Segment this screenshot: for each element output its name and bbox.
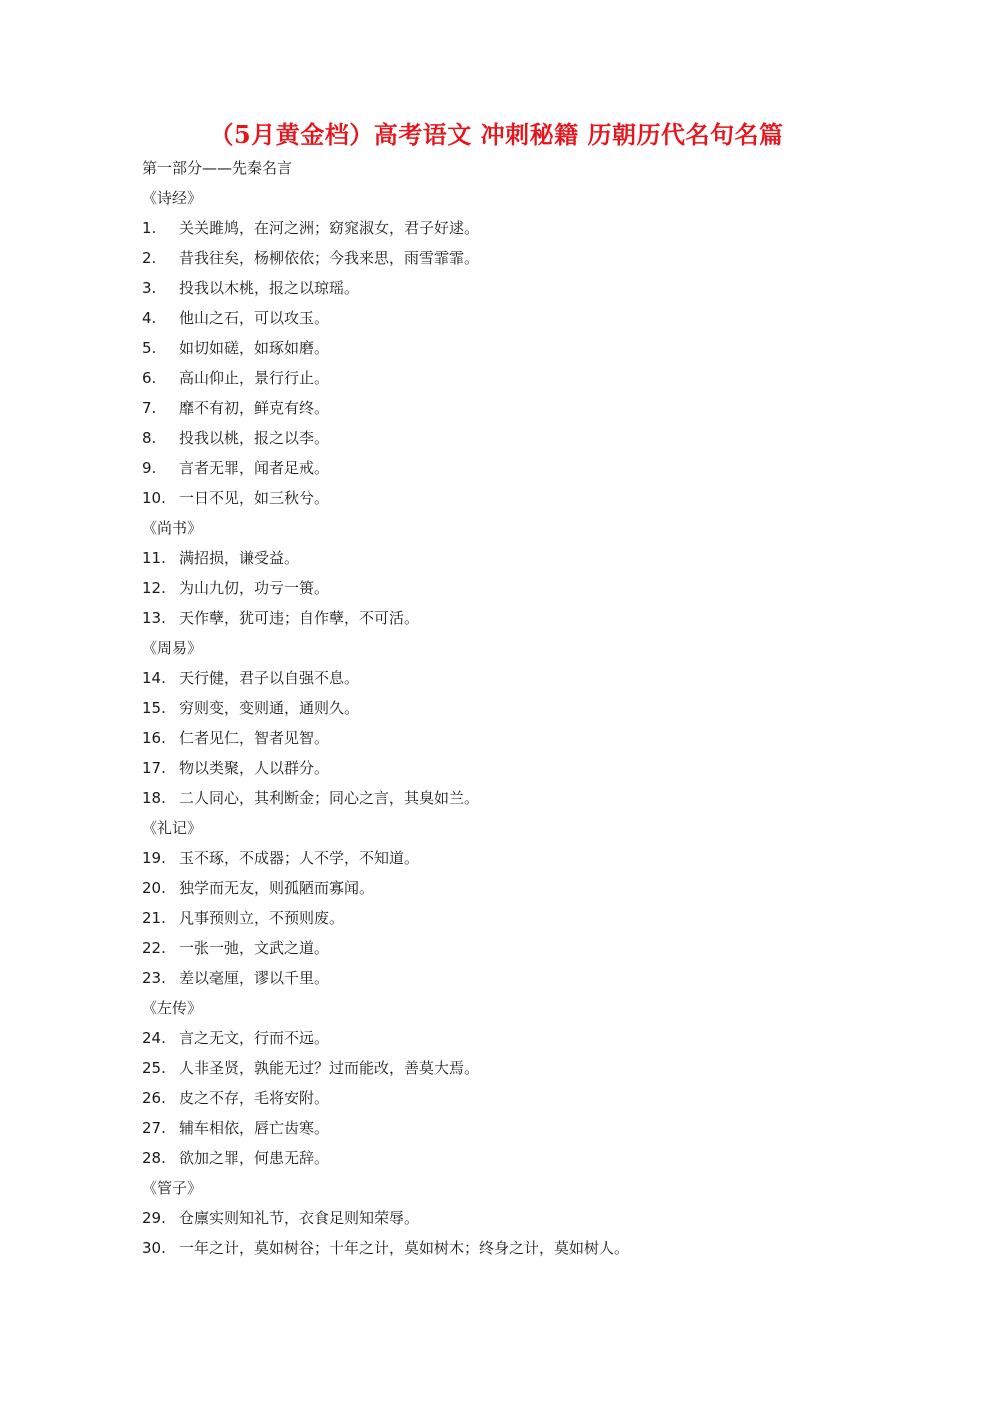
quote-item — [140, 1203, 940, 1233]
quote-text: 玉不琢，不成器；人不学，不知道。 — [179, 849, 420, 867]
quote-text: 一张一弛，文武之道。 — [179, 939, 330, 957]
quote-number: 3. — [142, 279, 157, 297]
quote-number: 18. — [142, 789, 166, 807]
section-heading: 第一部分——先秦名言 — [142, 159, 293, 177]
quote-number: 14. — [142, 669, 166, 687]
quote-number: 27. — [142, 1119, 166, 1137]
quote-item — [140, 1053, 940, 1083]
quote-number: 12. — [142, 579, 166, 597]
quote-text: 投我以木桃，报之以琼瑶。 — [179, 279, 360, 297]
book-heading: 《尚书》 — [142, 519, 203, 537]
quote-groups — [140, 183, 940, 1263]
quote-text: 靡不有初，鲜克有终。 — [179, 399, 330, 417]
quote-item — [140, 1143, 940, 1173]
quote-item — [140, 213, 940, 243]
book-heading: 《诗经》 — [142, 189, 203, 207]
quote-item — [140, 423, 940, 453]
quote-text: 天行健，君子以自强不息。 — [179, 669, 360, 687]
quote-number: 22. — [142, 939, 166, 957]
quote-text: 言之无文，行而不远。 — [179, 1029, 330, 1047]
quote-number: 19. — [142, 849, 166, 867]
quote-item — [140, 243, 940, 273]
book-heading: 《管子》 — [142, 1179, 203, 1197]
quote-item — [140, 1113, 940, 1143]
quote-item — [140, 393, 940, 423]
quote-number: 8. — [142, 429, 157, 447]
quote-number: 10. — [142, 489, 166, 507]
quote-item — [140, 723, 940, 753]
quote-number: 9. — [142, 459, 157, 477]
quote-number: 4. — [142, 309, 157, 327]
quote-text: 仁者见仁，智者见智。 — [179, 729, 330, 747]
quote-item — [140, 333, 940, 363]
quote-text: 穷则变，变则通，通则久。 — [179, 699, 360, 717]
quote-item — [140, 543, 940, 573]
quote-item — [140, 783, 940, 813]
quote-item — [140, 843, 940, 873]
quote-number: 7. — [142, 399, 157, 417]
quote-item — [140, 663, 940, 693]
document-title: （5月黄金档）高考语文 冲刺秘籍 历朝历代名句名篇 — [209, 120, 784, 149]
quote-number: 6. — [142, 369, 157, 387]
quote-text: 一日不见，如三秋兮。 — [179, 489, 330, 507]
document-body — [140, 153, 940, 1263]
quote-item — [140, 363, 940, 393]
quote-number: 20. — [142, 879, 166, 897]
quote-text: 天作孽，犹可违；自作孽，不可活。 — [179, 609, 420, 627]
quote-text: 满招损，谦受益。 — [179, 549, 300, 567]
quote-number: 17. — [142, 759, 166, 777]
quote-number: 11. — [142, 549, 166, 567]
book-heading: 《左传》 — [142, 999, 203, 1017]
quote-item — [140, 1083, 940, 1113]
quote-text: 凡事预则立，不预则废。 — [179, 909, 345, 927]
quote-text: 为山九仞，功亏一篑。 — [179, 579, 330, 597]
quote-text: 独学而无友，则孤陋而寡闻。 — [179, 879, 375, 897]
quote-item — [140, 933, 940, 963]
quote-text: 他山之石，可以攻玉。 — [179, 309, 330, 327]
quote-text: 高山仰止，景行行止。 — [179, 369, 330, 387]
quote-item — [140, 873, 940, 903]
quote-item — [140, 303, 940, 333]
quote-item — [140, 1233, 940, 1263]
quote-number: 13. — [142, 609, 166, 627]
quote-text: 人非圣贤，孰能无过？过而能改，善莫大焉。 — [179, 1059, 480, 1077]
quote-number: 28. — [142, 1149, 166, 1167]
quote-text: 投我以桃，报之以李。 — [179, 429, 330, 447]
quote-number: 5. — [142, 339, 157, 357]
quote-item — [140, 453, 940, 483]
quote-item — [140, 573, 940, 603]
quote-number: 1. — [142, 219, 157, 237]
quote-text: 二人同心，其利断金；同心之言，其臭如兰。 — [179, 789, 480, 807]
quote-text: 如切如磋，如琢如磨。 — [179, 339, 330, 357]
quote-item — [140, 963, 940, 993]
quote-item — [140, 273, 940, 303]
quote-item — [140, 1023, 940, 1053]
quote-item — [140, 753, 940, 783]
quote-number: 2. — [142, 249, 157, 267]
quote-item — [140, 693, 940, 723]
quote-text: 欲加之罪，何患无辞。 — [179, 1149, 330, 1167]
quote-text: 昔我往矣，杨柳依依；今我来思，雨雪霏霏。 — [179, 249, 480, 267]
quote-text: 关关雎鸠，在河之洲；窈窕淑女，君子好逑。 — [179, 219, 480, 237]
quote-number: 25. — [142, 1059, 166, 1077]
quote-number: 23. — [142, 969, 166, 987]
book-heading: 《周易》 — [142, 639, 203, 657]
book-heading: 《礼记》 — [142, 819, 203, 837]
quote-text: 差以毫厘，谬以千里。 — [179, 969, 330, 987]
quote-text: 言者无罪，闻者足戒。 — [179, 459, 330, 477]
quote-number: 15. — [142, 699, 166, 717]
quote-item — [140, 483, 940, 513]
quote-number: 30. — [142, 1239, 166, 1257]
quote-number: 26. — [142, 1089, 166, 1107]
quote-number: 21. — [142, 909, 166, 927]
quote-item — [140, 603, 940, 633]
quote-item — [140, 903, 940, 933]
quote-number: 29. — [142, 1209, 166, 1227]
quote-text: 辅车相依，唇亡齿寒。 — [179, 1119, 330, 1137]
quote-text: 皮之不存，毛将安附。 — [179, 1089, 330, 1107]
quote-text: 物以类聚，人以群分。 — [179, 759, 330, 777]
quote-text: 一年之计，莫如树谷；十年之计，莫如树木；终身之计，莫如树人。 — [179, 1239, 630, 1257]
quote-number: 24. — [142, 1029, 166, 1047]
quote-number: 16. — [142, 729, 166, 747]
quote-text: 仓廪实则知礼节，衣食足则知荣辱。 — [179, 1209, 420, 1227]
